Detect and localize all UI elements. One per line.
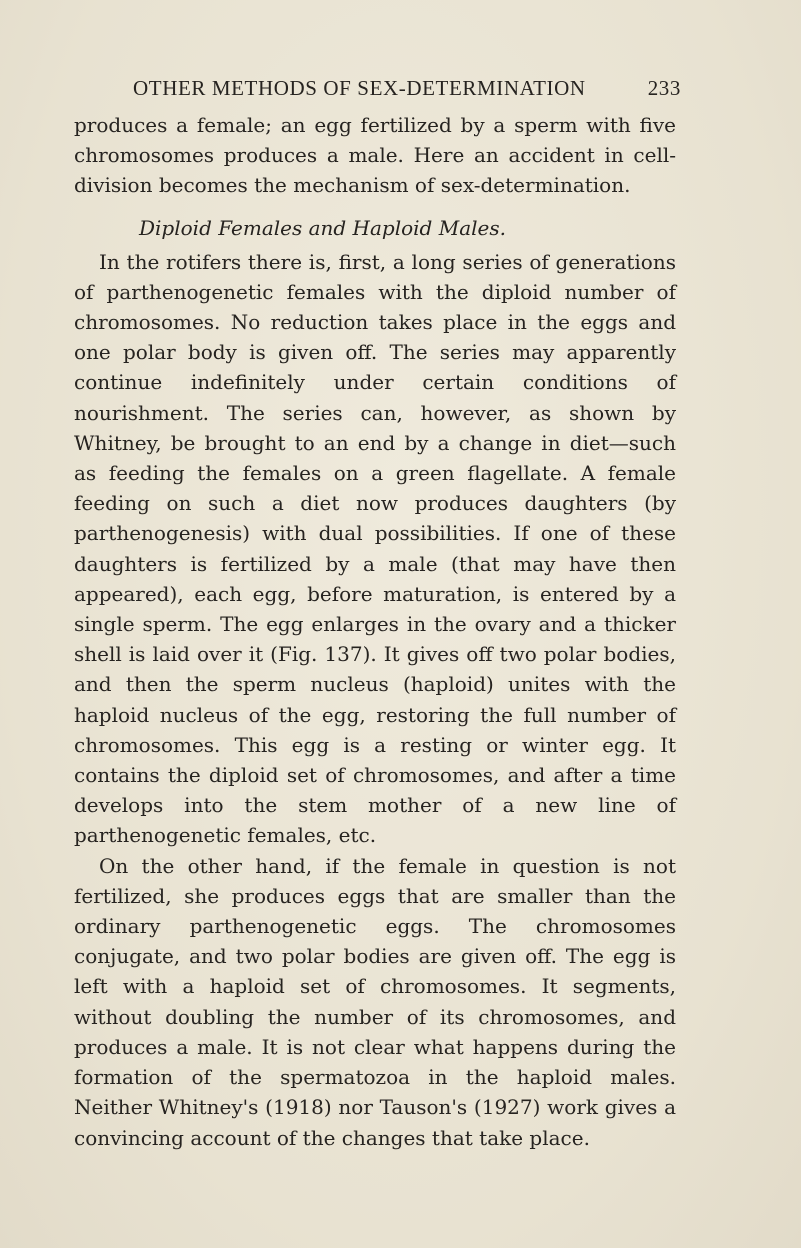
paragraph-1: produces a female; an egg fertilized by a sperm with five chromosomes produces a male. Here an accident in cell-division becomes the mechanism of sex-determination.	[74, 113, 676, 198]
running-header	[133, 76, 681, 101]
body-text	[74, 110, 676, 1153]
paragraph-3: On the other hand, if the female in question is not fertilized, she produces eggs that are smaller than the ordinary parthenogenetic eggs. The chromosomes conjugate, and two polar bodies are given off. The egg is left with a haploid set of chromosomes. It segments, without doubling the number of its chromosomes, and produces a male. It is not clear what happens during the formation of the spermatozoa in the haploid males. Neither Whitney's (1918) nor Tauson's (1927) work gives a convincing account of the changes that take place.	[74, 853, 676, 1150]
section-heading: Diploid Females and Haploid Males.	[139, 215, 506, 240]
paragraph-2: In the rotifers there is, first, a long series of generations of parthenogenetic females with the diploid number of chromosomes. No reduction takes place in the eggs and one polar body is given off. The series may apparently continue indefinitely under certain conditions of nourishment. The series can, however, as shown by Whitney, be brought to an end by a change in diet—such as feeding the females on a green flagellate. A female feeding on such a diet now produces daughters (by parthenogenesis) with dual possibilities. If one of these daughters is fertilized by a male (that may have then appeared), each egg, before maturation, is entered by a single sperm. The egg enlarges in the ovary and a thicker shell is laid over it (Fig. 137). It gives off two polar bodies, and then the sperm nucleus (haploid) unites with the haploid nucleus of the egg, restoring the full number of chromosomes. This egg is a resting or winter egg. It contains the diploid set of chromosomes, and after a time develops into the stem mother of a new line of parthenogenetic females, etc.	[74, 249, 676, 848]
page-number: 233	[647, 76, 681, 100]
running-title: OTHER METHODS OF SEX-DETERMINATION	[133, 76, 586, 100]
